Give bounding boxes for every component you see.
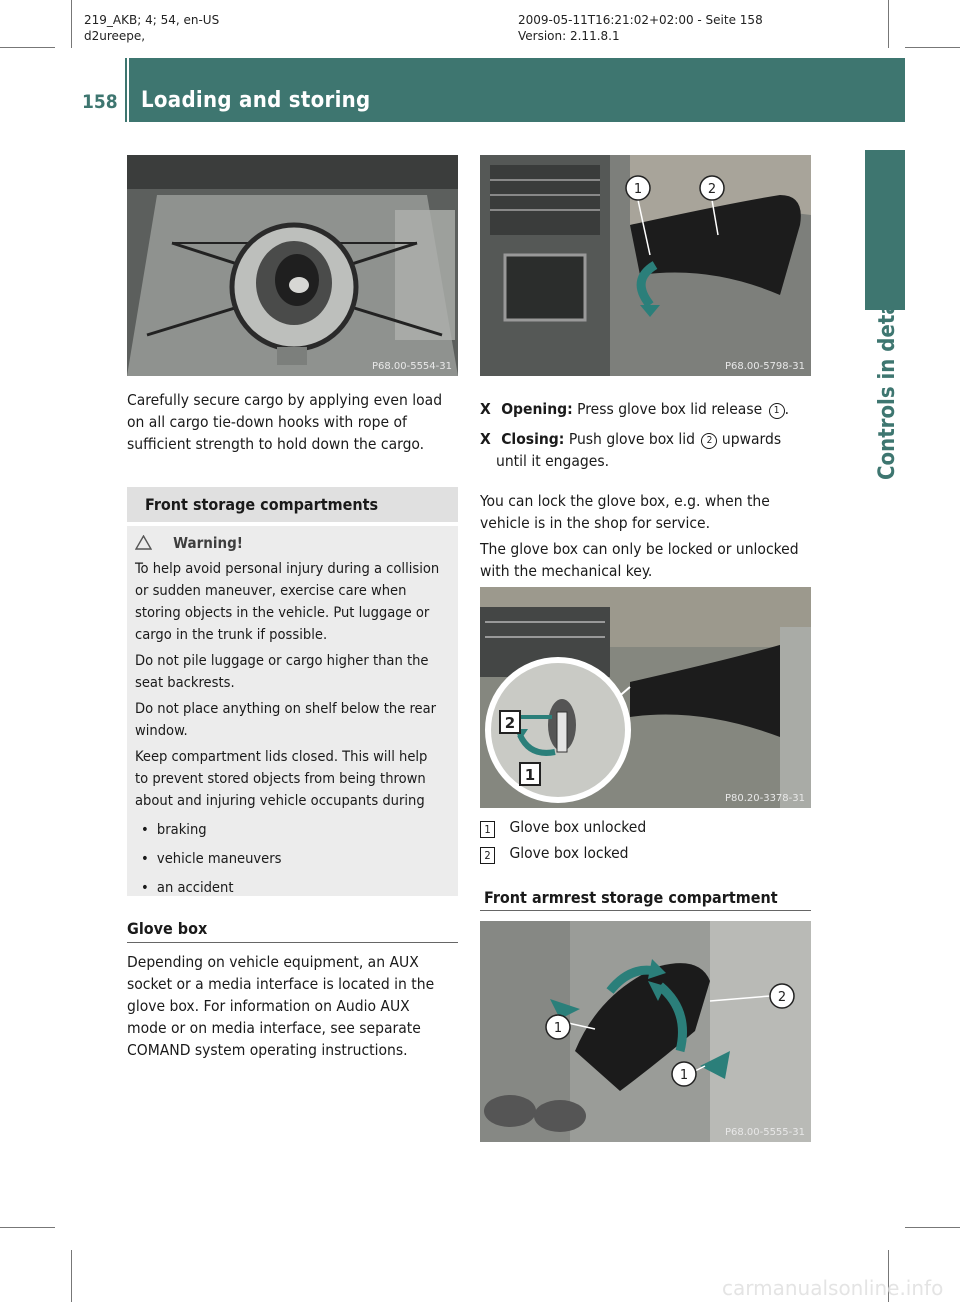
meta-line: 2009-05-11T16:21:02+02:00 - Seite 158 <box>518 13 763 27</box>
cargo-hook-illustration <box>127 155 458 376</box>
page-number: 158 <box>82 91 118 113</box>
armrest-illustration <box>480 921 811 1142</box>
warning-line: window. <box>135 722 188 739</box>
warning-line: Keep compartment lids closed. This will help <box>135 748 428 765</box>
opening-label: Opening: <box>501 400 573 418</box>
crop-mark <box>888 0 889 48</box>
print-meta-left <box>84 12 219 44</box>
closing-text: Push glove box lid <box>568 430 696 448</box>
ref-1-symbol: 1 <box>769 403 785 419</box>
heading-rule <box>480 910 811 911</box>
legend-text: Glove box unlocked <box>509 818 647 836</box>
legend-text: Glove box locked <box>509 844 629 862</box>
closing-line-2: until it engages. <box>496 452 610 470</box>
watermark: carmanualsonline.info <box>722 1276 944 1300</box>
text-line: glove box. For information on Audio AUX <box>127 997 410 1015</box>
side-tab-label: Controls in detail <box>875 287 900 480</box>
bullet-text: vehicle maneuvers <box>156 850 282 867</box>
text-line: socket or a media interface is located in the <box>127 975 435 993</box>
crop-mark <box>0 1227 55 1228</box>
glove-box-photo <box>480 155 811 376</box>
header-divider <box>127 58 129 122</box>
heading-rule <box>127 942 458 943</box>
step-marker: X <box>480 400 491 418</box>
bullet-dot: • <box>141 879 149 896</box>
warning-title: Warning! <box>173 534 243 552</box>
ref-2-symbol: 2 <box>701 433 717 449</box>
warning-bullet <box>135 877 439 899</box>
warning-bullet <box>135 848 439 870</box>
text-line: Depending on vehicle equipment, an AUX <box>127 953 419 971</box>
warning-text <box>135 558 439 899</box>
text-line: mode or on media interface, see separate <box>127 1019 421 1037</box>
cargo-hook-photo <box>127 155 458 376</box>
warning-line: seat backrests. <box>135 674 235 691</box>
warning-triangle-svg <box>135 535 152 550</box>
warning-line: cargo in the trunk if possible. <box>135 626 328 643</box>
legend-item <box>480 842 646 864</box>
step-marker: X <box>480 430 491 448</box>
meta-line: d2ureepe, <box>84 29 146 43</box>
closing-step <box>480 428 781 472</box>
warning-line: about and injuring vehicle occupants during <box>135 792 425 809</box>
meta-line: 219_AKB; 4; 54, en-US <box>84 13 220 27</box>
opening-end: . <box>784 400 790 418</box>
opening-step <box>480 398 789 420</box>
front-storage-heading-box <box>127 487 458 522</box>
warning-bullet <box>135 819 439 841</box>
warning-box <box>127 526 458 896</box>
meta-line: Version: 2.11.8.1 <box>518 29 620 43</box>
warning-line: storing objects in the vehicle. Put luggage or <box>135 604 430 621</box>
text-line: sufficient strength to hold down the cargo. <box>127 435 425 453</box>
front-storage-heading: Front storage compartments <box>145 495 379 514</box>
glove-box-lock-photo <box>480 587 811 808</box>
callout-number: 2 <box>504 714 516 732</box>
callout-number: 1 <box>524 766 536 784</box>
warning-line: Do not place anything on shelf below the rear <box>135 700 437 717</box>
callout-number: 1 <box>553 1021 563 1036</box>
text-line: on all cargo tie-down hooks with rope of <box>127 413 407 431</box>
warning-line: or sudden maneuver, exercise care when <box>135 582 407 599</box>
legend-key: 2 <box>480 847 495 864</box>
glove-box-description <box>127 951 434 1061</box>
callout-number: 1 <box>633 182 643 197</box>
lock-info <box>480 490 799 582</box>
closing-label: Closing: <box>501 430 565 448</box>
photo-code: P80.20-3378-31 <box>724 793 805 804</box>
glove-box-lock-illustration <box>480 587 811 808</box>
warning-line: to prevent stored objects from being thrown <box>135 770 426 787</box>
section-title: Loading and storing <box>141 88 371 113</box>
crop-mark <box>905 1227 960 1228</box>
callout-number: 1 <box>679 1068 689 1083</box>
bullet-text: an accident <box>156 879 234 896</box>
warning-line: To help avoid personal injury during a collision <box>135 560 440 577</box>
bullet-dot: • <box>141 850 149 867</box>
glove-box-illustration <box>480 155 811 376</box>
cargo-instructions <box>127 389 442 455</box>
glove-box-heading: Glove box <box>127 919 208 938</box>
legend-key: 1 <box>480 821 495 838</box>
text-line: with the mechanical key. <box>480 562 653 580</box>
print-meta-right <box>518 12 763 44</box>
text-line: The glove box can only be locked or unlocked <box>480 540 799 558</box>
crop-mark <box>0 47 55 48</box>
warning-line: Do not pile luggage or cargo higher than the <box>135 652 429 669</box>
crop-mark <box>905 47 960 48</box>
photo-code: P68.00-5554-31 <box>371 361 452 372</box>
opening-text: Press glove box lid release <box>577 400 763 418</box>
text-line: COMAND system operating instructions. <box>127 1041 408 1059</box>
bullet-text: braking <box>156 821 207 838</box>
armrest-photo <box>480 921 811 1142</box>
text-line: vehicle is in the shop for service. <box>480 514 711 532</box>
callout-number: 2 <box>707 182 717 197</box>
side-tab-block <box>865 150 905 310</box>
bullet-dot: • <box>141 821 149 838</box>
callout-number: 2 <box>777 990 787 1005</box>
closing-text: upwards <box>721 430 782 448</box>
text-line: Carefully secure cargo by applying even load <box>127 391 443 409</box>
lock-legend <box>480 816 646 864</box>
photo-code: P68.00-5798-31 <box>724 361 805 372</box>
warning-triangle-icon <box>135 535 155 557</box>
warning-header <box>135 532 243 557</box>
text-line: You can lock the glove box, e.g. when the <box>480 492 770 510</box>
photo-code: P68.00-5555-31 <box>724 1127 805 1138</box>
armrest-heading: Front armrest storage compartment <box>484 888 778 907</box>
crop-mark <box>71 0 72 48</box>
legend-item <box>480 816 646 838</box>
crop-mark <box>71 1250 72 1302</box>
